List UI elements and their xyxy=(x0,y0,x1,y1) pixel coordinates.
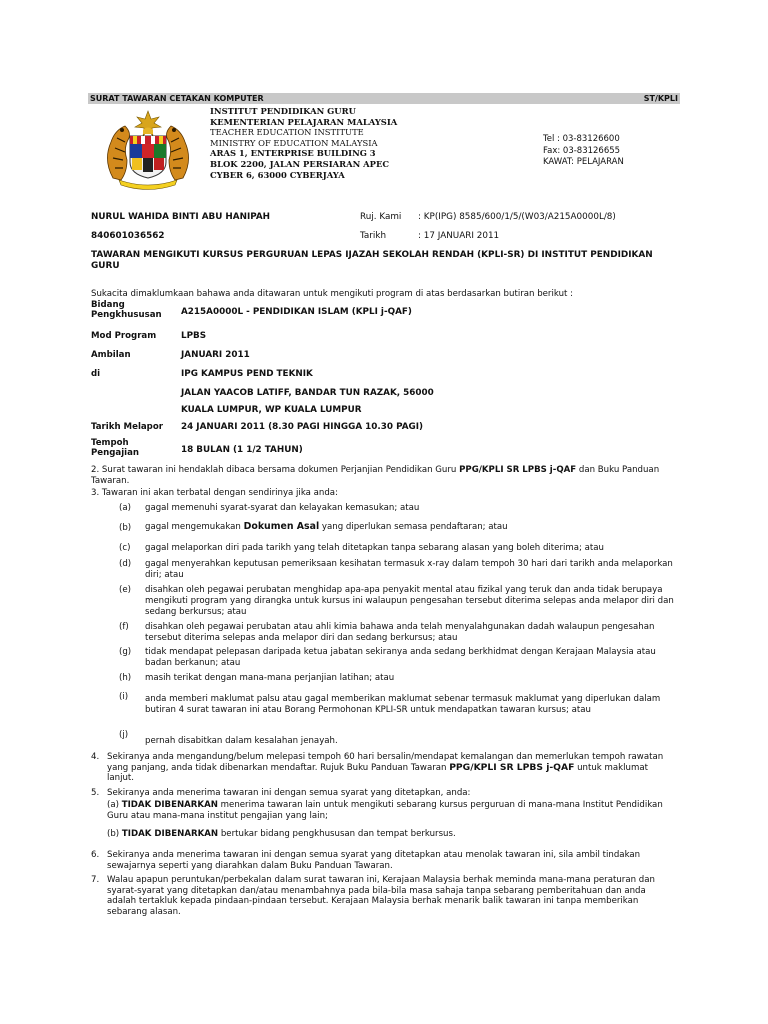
item-marker: (e) xyxy=(119,585,131,595)
paragraph-7: Walau apapun peruntukan/perbekalan dalam surat tawaran ini, Kerajaan Malaysia berhak meminda mana-mana peraturan dan syarat-syarat yang ditetapkan dan/atau menambahnya pada bila-bila masa sahaja tanpa sebarang pemberitahuan dan anda adalah tertakluk kepada pindaan-pindaan tersebut. Kerajaan Malaysia berhak menarik balik tawaran ini tanpa memberikan sebarang alasan. xyxy=(107,875,655,917)
letter-type: SURAT TAWARAN CETAKAN KOMPUTER xyxy=(90,94,264,103)
paragraph-4-text: Sekiranya anda mengandung/belum melepasi tempoh 60 hari bersalin/mendapat kemalangan dan memerlukan tempoh rawatan yang panjang, anda tidak dibenarkan mendaftar. Rujuk Buku Panduan Tawaran xyxy=(107,752,664,773)
field-value-venue-address-1: JALAN YAACOB LATIFF, BANDAR TUN RAZAK, 56000 xyxy=(181,388,434,398)
address-line-3: CYBER 6, 63000 CYBERJAYA xyxy=(210,169,345,180)
item-text-part: gagal mengemukakan xyxy=(145,522,244,532)
field-label-di: di xyxy=(91,369,101,379)
item-text xyxy=(145,522,675,533)
letter-date: : 17 JANUARI 2011 xyxy=(418,231,500,241)
recipient-name: NURUL WAHIDA BINTI ABU HANIPAH xyxy=(91,212,271,222)
paragraph-5-a-emphasis: TIDAK DIBENARKAN xyxy=(121,800,218,810)
item-marker: (f) xyxy=(119,622,129,632)
field-value-tempoh: 18 BULAN (1 1/2 TAHUN) xyxy=(181,445,303,455)
item-marker: (a) xyxy=(119,503,131,513)
paragraph-4 xyxy=(107,752,677,784)
offer-title: TAWARAN MENGIKUTI KURSUS PERGURUAN LEPAS IJAZAH SEKOLAH RENDAH (KPLI-SR) DI INSTITUT PENDIDIKAN GURU xyxy=(91,250,653,271)
field-label-mod: Mod Program xyxy=(91,331,157,341)
paragraph-2-text: 2. Surat tawaran ini hendaklah dibaca bersama dokumen Perjanjian Pendidikan Guru xyxy=(91,465,460,475)
institute-name: INSTITUT PENDIDIKAN GURU xyxy=(210,106,356,116)
item-text: disahkan oleh pegawai perubatan menghidap apa-apa penyakit mental atau fizikal yang teruk dan anda tidak berupaya mengikuti program yang dirangka untuk kursus ini walaupun pengesahan tersebut diterima selepas anda melapor diri dan sedang berkursus; atau xyxy=(145,585,674,617)
ministry-name-en: MINISTRY OF EDUCATION MALAYSIA xyxy=(210,137,378,148)
item-marker: (c) xyxy=(119,543,131,553)
item-marker: (j) xyxy=(119,730,129,740)
telephone: Tel : 03-83126600 xyxy=(543,134,620,144)
field-value-venue-address-2: KUALA LUMPUR, WP KUALA LUMPUR xyxy=(181,405,362,415)
item-text: anda memberi maklumat palsu atau gagal memberikan maklumat sebenar termasuk maklumat yang diperlukan dalam butiran 4 surat tawaran ini atau Borang Permohonan KPLI-SR untuk mendapatkan tawaran kursus; atau xyxy=(145,694,661,715)
item-text-part: yang diperlukan semasa pendaftaran; atau xyxy=(319,522,508,532)
field-value-venue: IPG KAMPUS PEND TEKNIK xyxy=(181,369,313,379)
field-value-ambilan: JANUARI 2011 xyxy=(181,350,250,360)
letter-header-bar xyxy=(88,93,680,104)
paragraph-5-b-marker: (b) xyxy=(107,829,122,839)
paragraph-5-a xyxy=(107,800,677,821)
paragraph-5-intro: Sekiranya anda menerima tawaran ini dengan semua syarat yang ditetapkan, anda: xyxy=(107,788,471,798)
address-line-1: ARAS 1, ENTERPRISE BUILDING 3 xyxy=(210,148,376,159)
item-text: disahkan oleh pegawai perubatan atau ahli kimia bahawa anda telah menyalahgunakan dadah walaupun pengesahan tersebut diterima selepas anda melapor diri dan sedang berkursus; atau xyxy=(145,622,655,643)
field-label-bidang: Bidang Pengkhususan xyxy=(91,300,162,320)
telegram: KAWAT: PELAJARAN xyxy=(543,157,624,167)
paragraph-5-number: 5. xyxy=(91,788,100,798)
field-label-tempoh: Tempoh Pengajian xyxy=(91,438,140,458)
field-label-ambilan: Ambilan xyxy=(91,350,131,360)
item-marker: (g) xyxy=(119,647,132,657)
intro-text: Sukacita dimaklumkaan bahawa anda ditawaran untuk mengikuti program di atas berdasarkan butiran berikut : xyxy=(91,289,574,299)
item-marker: (h) xyxy=(119,673,132,683)
paragraph-2-tail: dan Buku Panduan Tawaran. xyxy=(91,465,660,486)
item-text: gagal melaporkan diri pada tarikh yang telah ditetapkan tanpa sebarang alasan yang boleh diterima; atau xyxy=(145,543,604,553)
paragraph-2-document: PPG/KPLI SR LPBS j-QAF xyxy=(459,465,577,475)
paragraph-3: 3. Tawaran ini akan terbatal dengan sendirinya jika anda: xyxy=(91,488,338,498)
paragraph-5-a-marker: (a) xyxy=(107,800,122,810)
item-text: pernah disabitkan dalam kesalahan jenayah. xyxy=(145,736,338,746)
ref-number: : KP(IPG) 8585/600/1/5/(W03/A215A0000L/8) xyxy=(418,212,616,222)
paragraph-2 xyxy=(91,465,681,487)
paragraph-5-b-emphasis: TIDAK DIBENARKAN xyxy=(121,829,219,839)
paragraph-4-document: PPG/KPLI SR LPBS j-QAF xyxy=(449,761,575,773)
ministry-name-ms: KEMENTERIAN PELAJARAN MALAYSIA xyxy=(210,116,398,127)
field-label-melapor: Tarikh Melapor xyxy=(91,422,163,432)
address-line-2: BLOK 2200, JALAN PERSIARAN APEC xyxy=(210,158,389,169)
coat-of-arms-logo xyxy=(97,108,199,190)
field-value-melapor: 24 JANUARI 2011 (8.30 PAGI HINGGA 10.30 PAGI) xyxy=(181,422,424,432)
paragraph-4-tail: untuk maklumat lanjut. xyxy=(107,762,648,784)
field-value-bidang: A215A0000L - PENDIDIKAN ISLAM (KPLI j-QAF) xyxy=(181,307,412,317)
letter-code: ST/KPLI xyxy=(643,94,678,103)
paragraph-5-a-text: menerima tawaran lain untuk mengikuti sebarang kursus perguruan di mana-mana Institut Pendidikan Guru atau mana-mana institut pengajian yang lain; xyxy=(107,800,663,821)
paragraph-5-b-text: bertukar bidang pengkhususan dan tempat berkursus. xyxy=(218,829,456,839)
date-label: Tarikh xyxy=(360,231,387,241)
item-text: masih terikat dengan mana-mana perjanjian latihan; atau xyxy=(145,673,395,683)
item-text: gagal memenuhi syarat-syarat dan kelayakan kemasukan; atau xyxy=(145,503,420,513)
contact-block xyxy=(543,134,624,169)
ref-label: Ruj. Kami xyxy=(360,212,402,222)
item-marker: (b) xyxy=(119,523,132,533)
paragraph-7-number: 7. xyxy=(91,875,100,885)
field-value-mod: LPBS xyxy=(181,331,207,341)
item-text-emphasis: Dokumen Asal xyxy=(243,521,320,532)
paragraph-5-b xyxy=(107,829,677,840)
institute-name-en: TEACHER EDUCATION INSTITUTE xyxy=(210,127,364,138)
fax: Fax: 03-83126655 xyxy=(543,145,621,156)
paragraph-6: Sekiranya anda menerima tawaran ini dengan semua syarat yang ditetapkan atau menolak tawaran ini, sila ambil tindakan sewajarnya seperti yang diarahkan dalam Buku Panduan Tawaran. xyxy=(107,850,641,871)
paragraph-4-number: 4. xyxy=(91,752,100,762)
item-marker: (i) xyxy=(119,692,129,702)
recipient-ic: 840601036562 xyxy=(91,231,165,241)
paragraph-6-number: 6. xyxy=(91,850,100,860)
institute-block xyxy=(210,106,397,180)
item-text: gagal menyerahkan keputusan pemeriksaan kesihatan termasuk x-ray dalam tempoh 30 hari dari tarikh anda melaporkan diri; atau xyxy=(145,559,673,580)
item-marker: (d) xyxy=(119,559,132,569)
item-text: tidak mendapat pelepasan daripada ketua jabatan sekiranya anda sedang berkhidmat dengan Kerajaan Malaysia atau badan berkanun; atau xyxy=(145,647,656,668)
